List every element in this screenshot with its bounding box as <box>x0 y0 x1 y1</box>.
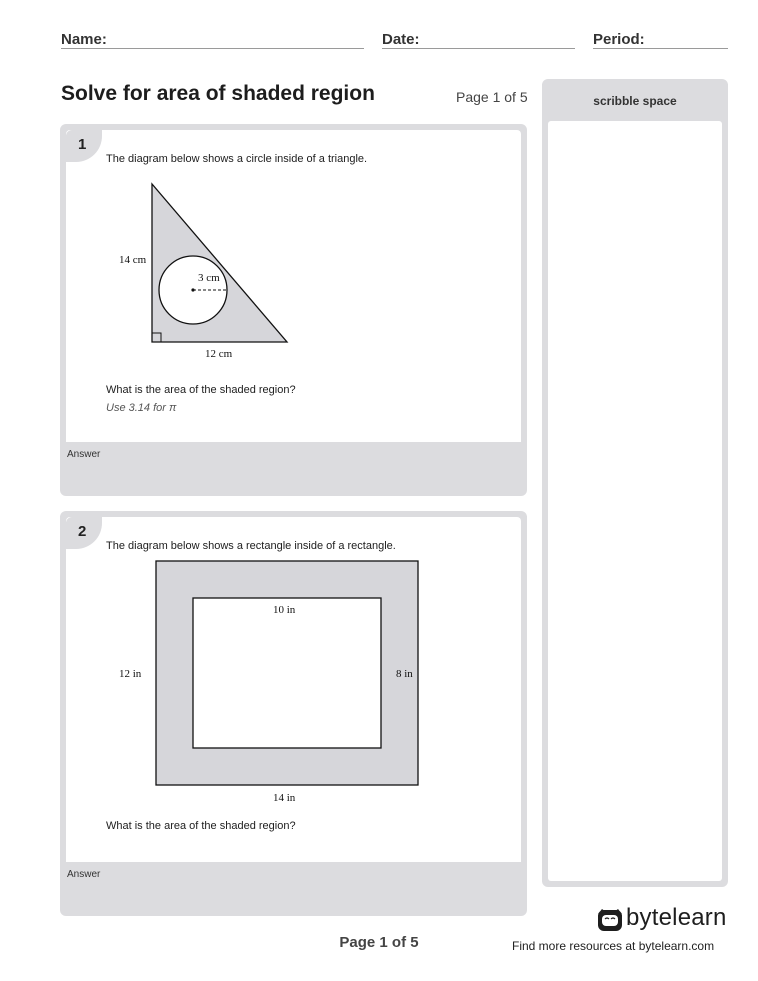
question-1-body <box>66 130 521 442</box>
outer-height-label: 12 in <box>119 668 142 680</box>
question-2-body <box>66 517 521 862</box>
footer-page-number: Page 1 of 5 <box>339 934 419 951</box>
date-line[interactable] <box>382 48 575 49</box>
worksheet-title: Solve for area of shaded region <box>61 82 375 105</box>
brand-name: bytelearn <box>626 904 727 931</box>
rectangle-diagram <box>66 517 521 817</box>
scribble-panel <box>542 79 728 887</box>
scribble-area[interactable] <box>548 121 722 881</box>
question-1-answer-label: Answer <box>67 449 101 460</box>
height-label: 14 cm <box>119 254 147 266</box>
inner-height-label: 8 in <box>396 668 413 680</box>
question-2-answer-area[interactable] <box>66 884 521 910</box>
name-line[interactable] <box>61 48 364 49</box>
resources-link[interactable]: Find more resources at bytelearn.com <box>512 939 715 953</box>
question-2-card <box>60 511 527 916</box>
name-label: Name: <box>61 31 107 48</box>
question-2-question: What is the area of the shaded region? <box>106 820 296 832</box>
question-1-hint: Use 3.14 for π <box>106 402 177 414</box>
bytelearn-mascot-icon <box>596 906 624 934</box>
question-1-prompt: The diagram below shows a circle inside of a triangle. <box>106 153 368 165</box>
base-label: 12 cm <box>205 348 233 360</box>
period-line[interactable] <box>593 48 728 49</box>
question-2-number: 2 <box>66 517 102 549</box>
question-1-card <box>60 124 527 496</box>
period-label: Period: <box>593 31 645 48</box>
outer-width-label: 14 in <box>273 792 296 804</box>
question-2-prompt: The diagram below shows a rectangle inside of a rectangle. <box>106 540 396 552</box>
question-2-answer-label: Answer <box>67 869 101 880</box>
inner-rectangle <box>193 598 381 748</box>
question-1-answer-area[interactable] <box>66 464 521 490</box>
radius-label: 3 cm <box>198 272 220 284</box>
question-1-question: What is the area of the shaded region? <box>106 384 296 396</box>
circle-center <box>191 288 194 291</box>
date-label: Date: <box>382 31 420 48</box>
scribble-title: scribble space <box>593 94 677 108</box>
triangle-circle-diagram <box>66 130 521 360</box>
inner-width-label: 10 in <box>273 604 296 616</box>
question-1-number: 1 <box>66 130 102 162</box>
page-indicator: Page 1 of 5 <box>456 89 528 105</box>
